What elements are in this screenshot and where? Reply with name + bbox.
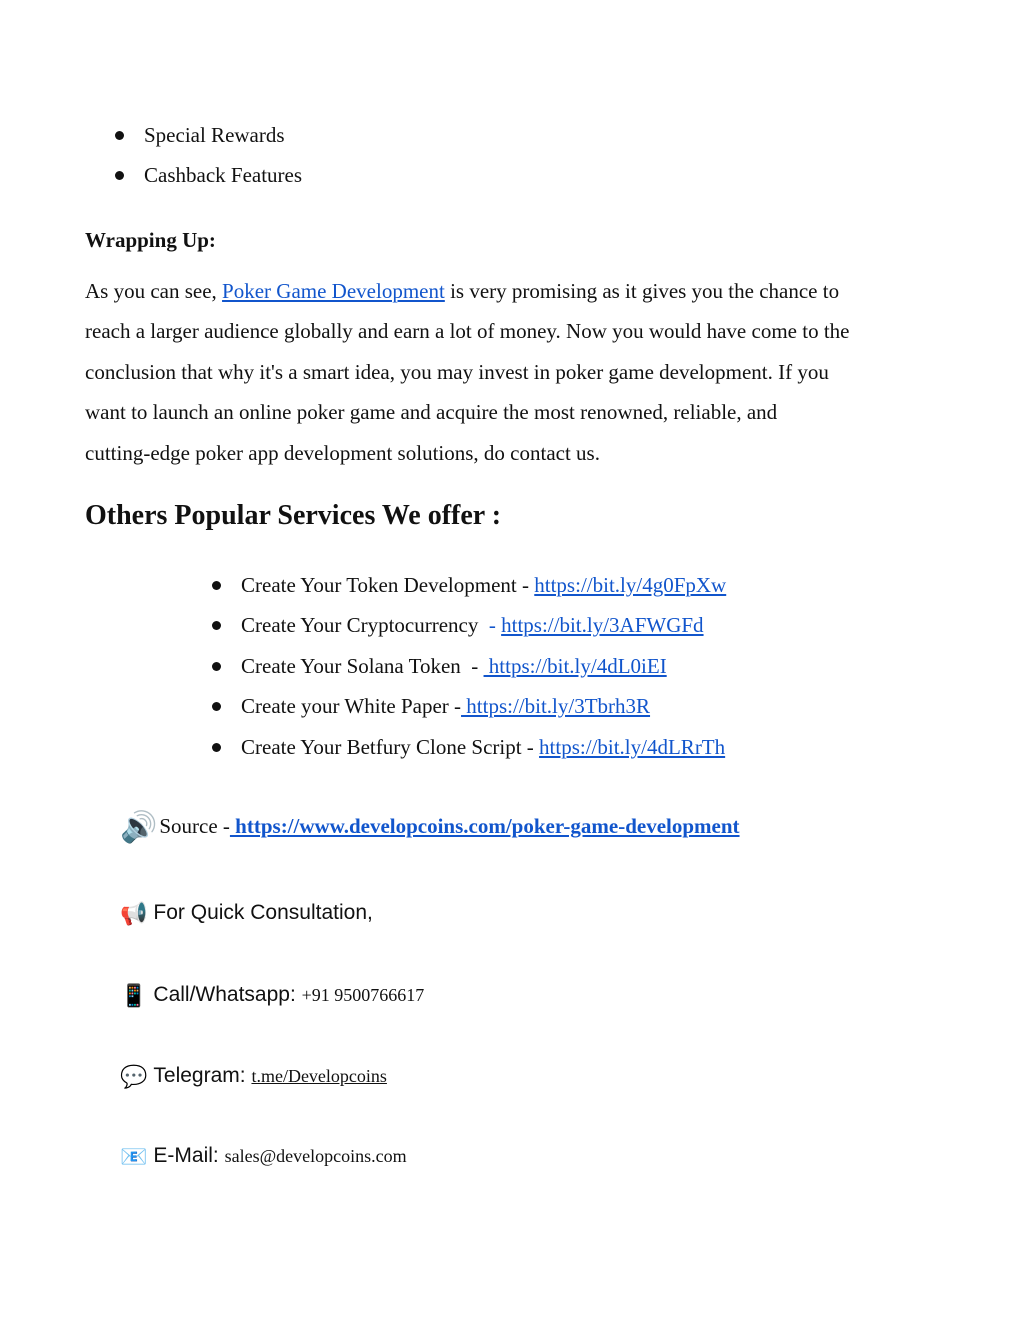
service-link-solana-token[interactable]: https://bit.ly/4dL0iEI — [483, 654, 667, 678]
consultation-label: For Quick Consultation, — [153, 901, 373, 924]
bullet — [212, 581, 221, 590]
wrapping-paragraph — [85, 271, 955, 473]
bullet — [115, 171, 124, 180]
service-label: Create Your Solana Token - — [241, 654, 484, 678]
service-label: Create your White Paper - — [241, 694, 462, 718]
paragraph-text: is very promising as it gives you the chance to — [444, 279, 840, 303]
bullet — [212, 621, 221, 630]
telegram-link[interactable]: t.me/Developcoins — [251, 1066, 387, 1086]
email-line — [120, 1135, 407, 1178]
phone-number: +91 9500766617 — [301, 985, 425, 1005]
source-link[interactable]: https://www.developcoins.com/poker-game-development — [229, 814, 740, 838]
section-heading-services: Others Popular Services We offer : — [85, 500, 502, 531]
poker-game-development-link[interactable]: Poker Game Development — [222, 279, 445, 303]
service-link-cryptocurrency[interactable]: https://bit.ly/3AFWGFd — [501, 613, 704, 637]
speaker-icon: 🔊 — [120, 810, 158, 845]
service-item-solana-token — [241, 646, 667, 686]
service-item-white-paper — [241, 686, 650, 726]
service-link-white-paper[interactable]: https://bit.ly/3Tbrh3R — [461, 694, 651, 718]
bullet — [212, 743, 221, 752]
telegram-line — [120, 1055, 387, 1098]
email-label: E-Mail: — [153, 1144, 225, 1167]
email-icon: 📧 — [120, 1145, 148, 1170]
call-label: Call/Whatsapp: — [153, 983, 302, 1006]
paragraph-line: reach a larger audience globally and earn a lot of money. Now you would have come to the — [85, 319, 850, 344]
list-item-cashback-features: Cashback Features — [144, 163, 303, 187]
bullet — [212, 702, 221, 711]
megaphone-icon: 📢 — [120, 902, 148, 927]
list-item-special-rewards: Special Rewards — [144, 123, 285, 147]
bullet — [115, 131, 124, 140]
service-item-betfury-clone — [241, 727, 725, 767]
paragraph-line — [85, 271, 955, 311]
consultation-line — [120, 893, 373, 935]
paragraph-text: As you can see, — [85, 279, 223, 303]
speech-bubble-icon: 💬 — [120, 1065, 148, 1090]
service-link-token[interactable]: https://bit.ly/4g0FpXw — [534, 573, 727, 597]
paragraph-line: want to launch an online poker game and acquire the most renowned, reliable, and — [85, 400, 778, 425]
service-link-betfury-clone[interactable]: https://bit.ly/4dLRrTh — [539, 735, 726, 759]
call-line — [120, 974, 424, 1017]
source-label: Source - — [159, 814, 230, 838]
paragraph-line: cutting-edge poker app development solutions, do contact us. — [85, 440, 600, 465]
paragraph-line: conclusion that why it's a smart idea, you may invest in poker game development. If you — [85, 359, 829, 384]
bullet — [212, 662, 221, 671]
email-address[interactable]: sales@developcoins.com — [224, 1146, 407, 1166]
service-label: Create Your Cryptocurrency — [241, 613, 489, 637]
service-item-token — [241, 565, 726, 605]
mobile-phone-icon: 📱 — [120, 984, 148, 1009]
telegram-label: Telegram: — [153, 1064, 252, 1087]
service-label: Create Your Betfury Clone Script - — [241, 735, 540, 759]
service-item-cryptocurrency — [241, 605, 704, 645]
service-separator: - — [488, 613, 502, 637]
section-heading-wrapping-up: Wrapping Up: — [85, 228, 216, 252]
service-label: Create Your Token Development - — [241, 573, 535, 597]
source-line — [120, 806, 740, 848]
